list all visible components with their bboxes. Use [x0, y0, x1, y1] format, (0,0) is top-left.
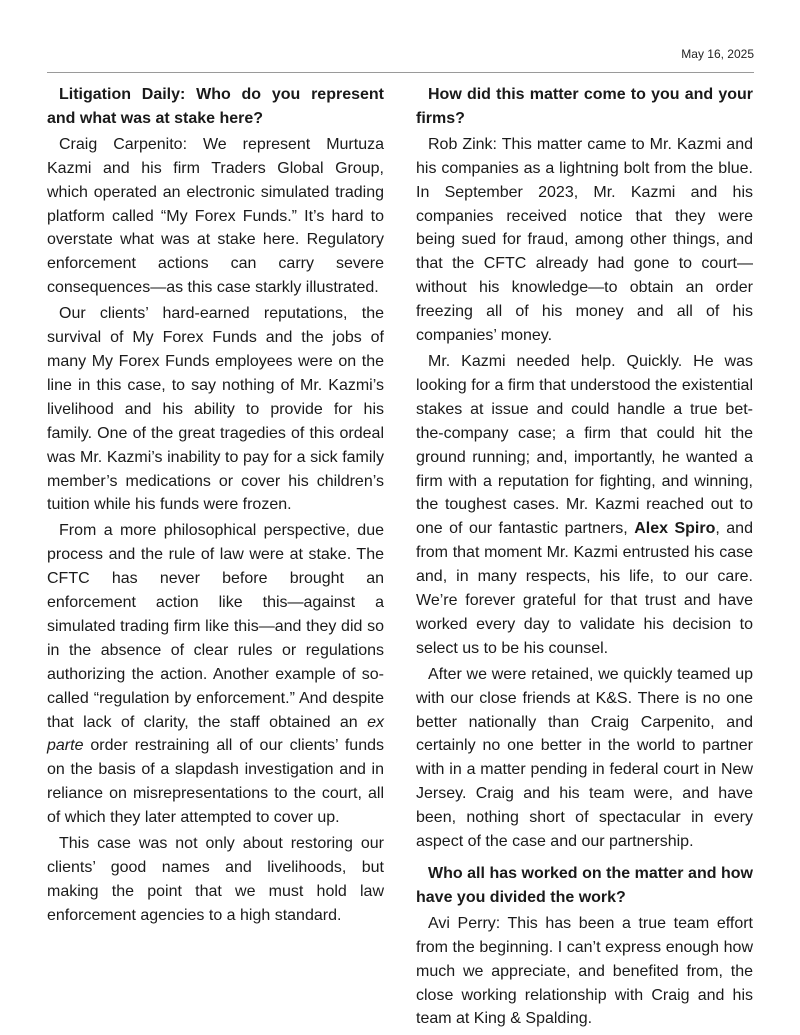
answer-zink-1: Rob Zink: This matter came to Mr. Kazmi and his companies as a lightning bolt from the blue. In September 2023, Mr. Kazmi and his companies received notice that they were being sued for fraud, among other things, and that the CFTC already had gone to court—without his knowledge—to obtain an order freezing all of his money and all of his companies’ money.	[416, 135, 753, 345]
answer-carpenito-3	[47, 519, 384, 830]
answer-carpenito-2: Our clients’ hard-earned reputations, the survival of My Forex Funds and the jobs of many My Forex Funds employees were on the line in this case, to say nothing of Mr. Kazmi’s livelihood and his ability to provide for his family. One of the great tragedies of this ordeal was Mr. Kazmi’s inability to pay for a sick family member’s medications or cover his children’s tuition while his funds were frozen.	[47, 305, 384, 514]
answer-perry-1: Avi Perry: This has been a true team effort from the beginning. I can’t express enough how much we appreciate, and benefited from, the close working relationship with Craig and his team at King & Spalding.	[416, 914, 753, 1028]
answer-carpenito-4: This case was not only about restoring our clients’ good names and livelihoods, but making the point that we must hold law enforcement agencies to a high standard.	[47, 835, 384, 924]
right-column	[416, 83, 753, 1033]
question-represent: Litigation Daily: Who do you represent and what was at stake here?	[47, 86, 384, 127]
alex-spiro-name: Alex Spiro	[634, 520, 716, 538]
answer-zink-2-part1: Mr. Kazmi needed help. Quickly. He was looking for a firm that understood the existential stakes at issue and could handle a true bet-the-company case; a firm that could hit the ground running; and, importantly, he wanted a firm with a reputation for fighting, and winning, the toughest cases. Mr. Kazmi reached out to one of our fantastic partners,	[416, 352, 753, 538]
answer-zink-2	[416, 350, 753, 661]
question-matter-origin: How did this matter come to you and your firms?	[416, 86, 753, 127]
ex-parte-term: ex parte	[47, 713, 384, 755]
answer-carpenito-3-part2: order restraining all of our clients’ funds on the basis of a slapdash investigation and in reliance on misrepresentations to the court, all of which they later attempted to cover up.	[47, 737, 384, 827]
publication-date: May 16, 2025	[681, 47, 754, 61]
answer-zink-2-part2: , and from that moment Mr. Kazmi entrusted his case and, in many respects, his life, to our care. We’re forever grateful for that trust and have worked every day to validate his decision to select us to be his counsel.	[416, 520, 753, 657]
answer-zink-3: After we were retained, we quickly teamed up with our close friends at K&S. There is no one better nationally than Craig Carpenito, and certainly no one better in the world to partner with in a matter pending in federal court in New Jersey. Craig and his team were, and have been, nothing short of spectacular in every aspect of the case and our partnership.	[416, 665, 753, 851]
answer-carpenito-1: Craig Carpenito: We represent Murtuza Kazmi and his firm Traders Global Group, which operated an electronic simulated trading platform called “My Forex Funds.” It’s hard to overstate what was at stake here. Regulatory enforcement actions can carry severe consequences—as this case starkly illustrated.	[47, 135, 384, 297]
question-team-division: Who all has worked on the matter and how have you divided the work?	[416, 865, 753, 906]
left-column	[47, 83, 384, 930]
answer-carpenito-3-part1: From a more philosophical perspective, due process and the rule of law were at stake. The CFTC has never before brought an enforcement action like this—against a simulated trading firm like this—and they did so in the absence of clear rules or regulations authorizing the action. Another example of so-called “regulation by enforcement.” And despite that lack of clarity, the staff obtained an	[47, 522, 384, 731]
header-divider	[47, 72, 754, 73]
